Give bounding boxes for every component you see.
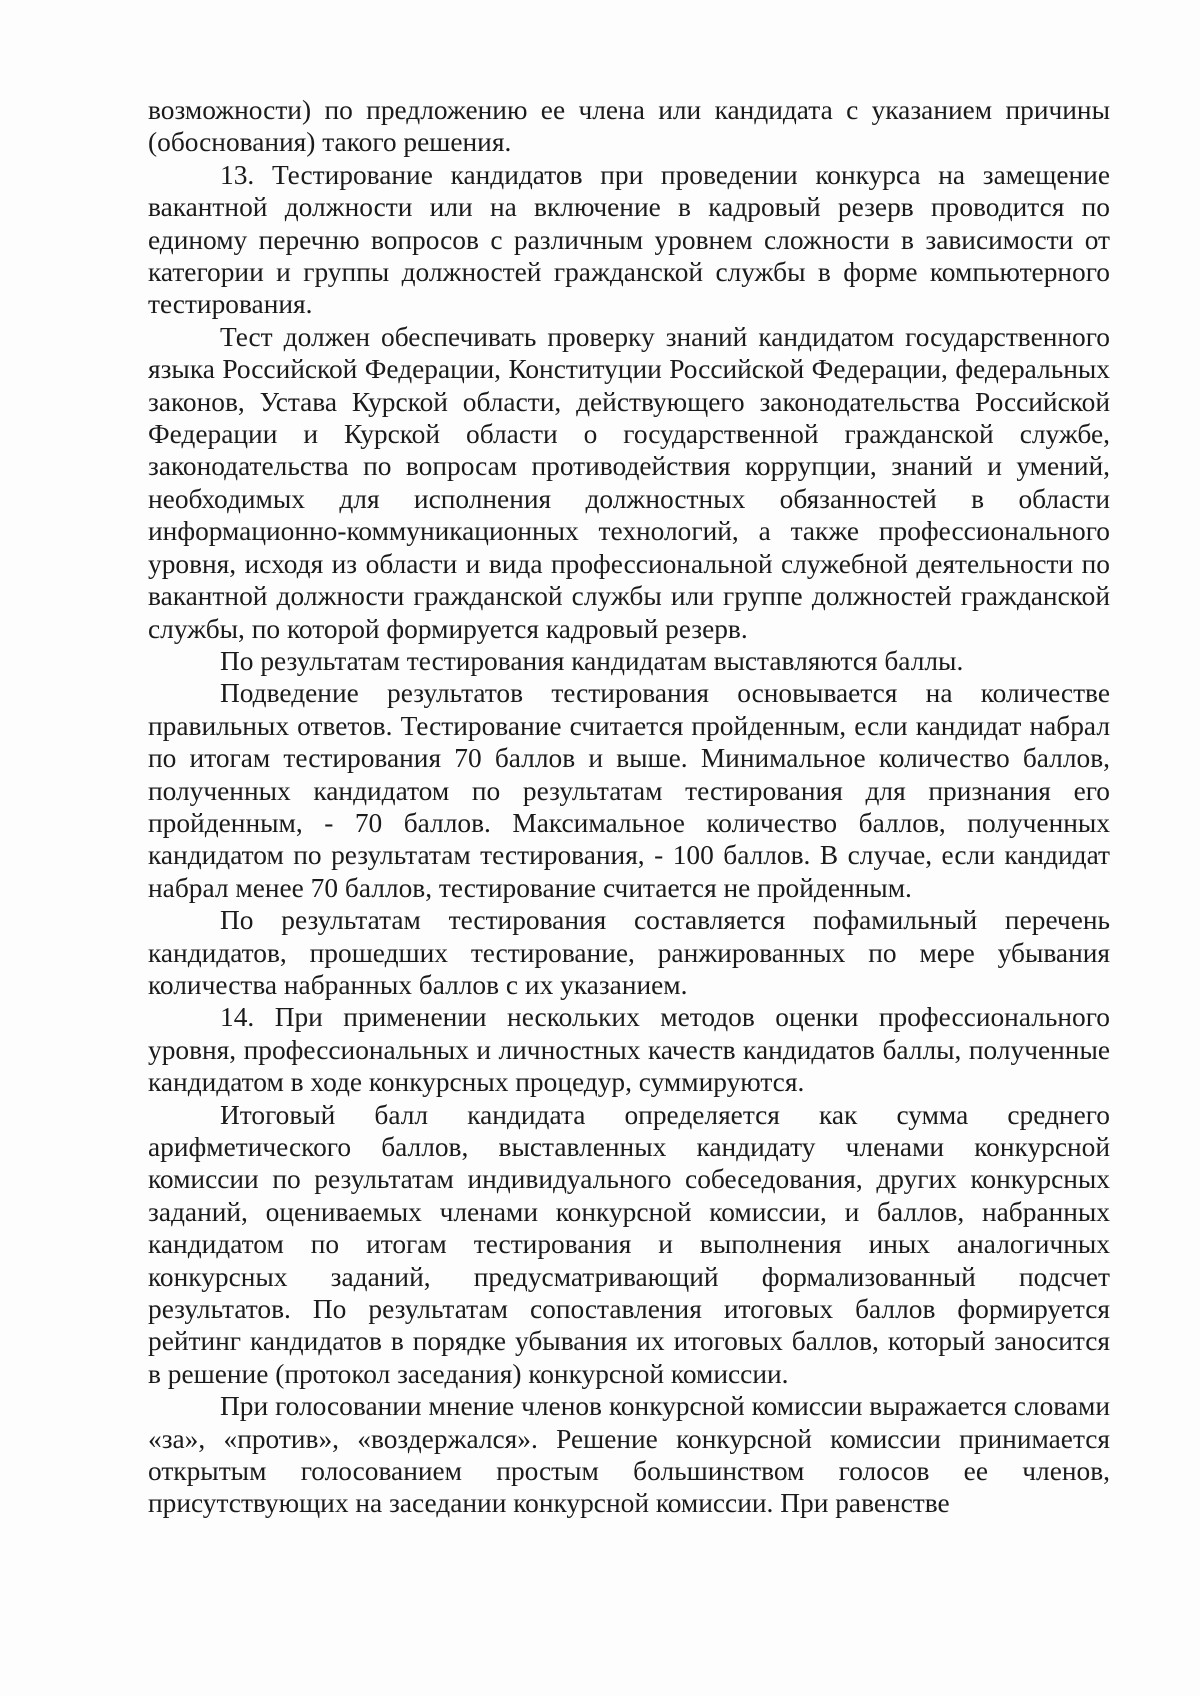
- paragraph-scores-assigned: По результатам тестирования кандидатам выставляются баллы.: [220, 645, 964, 676]
- paragraph-14-methods: 14. При применении нескольких методов оценки профессионального уровня, профессиональных и личностных качеств кандидатов баллы, полученные кандидатом в ходе конкурсных процедур, суммируются.: [148, 1002, 1110, 1098]
- document-body: [148, 94, 1110, 1520]
- paragraph-13-testing: 13. Тестирование кандидатов при проведении конкурса на замещение вакантной должности или на включение в кадровый резерв проводится по единому перечню вопросов с различным уровнем сложности в зависимости от категории и группы должностей гражданской службы в форме компьютерного тестирования.: [148, 159, 1110, 320]
- paragraph-results-summary: Подведение результатов тестирования основывается на количестве правильных ответов. Тестирование считается пройденным, если кандидат набрал по итогам тестирования 70 баллов и выше. Минимальное количество баллов, полученных кандидатом по результатам тестирования для признания его пройденным, - 70 баллов. Максимальное количество баллов, полученных кандидатом по результатам тестирования, - 100 баллов. В случае, если кандидат набрал менее 70 баллов, тестирование считается не пройденным.: [148, 678, 1110, 903]
- paragraph-voting: При голосовании мнение членов конкурсной комиссии выражается словами «за», «против», «воздержался». Решение конкурсной комиссии принимается открытым голосованием простым большинством голосов ее членов, присутствующих на заседании конкурсной комиссии. При равенстве: [148, 1391, 1110, 1519]
- paragraph-continuation: возможности) по предложению ее члена или кандидата с указанием причины (обоснования) такого решения.: [148, 95, 1110, 158]
- paragraph-final-score: Итоговый балл кандидата определяется как сумма среднего арифметического баллов, выставленных кандидату членами конкурсной комиссии по результатам индивидуального собеседования, других конкурсных заданий, оцениваемых членами конкурсной комиссии, и баллов, набранных кандидатом по итогам тестирования и выполнения иных аналогичных конкурсных заданий, предусматривающий формализованный подсчет результатов. По результатам сопоставления итоговых баллов формируется рейтинг кандидатов в порядке убывания их итоговых баллов, который заносится в решение (протокол заседания) конкурсной комиссии.: [148, 1099, 1110, 1389]
- paragraph-ranked-list: По результатам тестирования составляется пофамильный перечень кандидатов, прошедших тестирование, ранжированных по мере убывания количества набранных баллов с их указанием.: [148, 905, 1110, 1000]
- paragraph-test-scope: Тест должен обеспечивать проверку знаний кандидатом государственного языка Российской Федерации, Конституции Российской Федерации, федеральных законов, Устава Курской области, действующего законодательства Российской Федерации и Курской области о государственной гражданской службе, законодательства по вопросам противодействия коррупции, знаний и умений, необходимых для исполнения должностных обязанностей в области информационно-коммуникационных технологий, а также профессионального уровня, исходя из области и вида профессиональной служебной деятельности по вакантной должности гражданской службы или группе должностей гражданской службы, по которой формируется кадровый резерв.: [148, 321, 1110, 644]
